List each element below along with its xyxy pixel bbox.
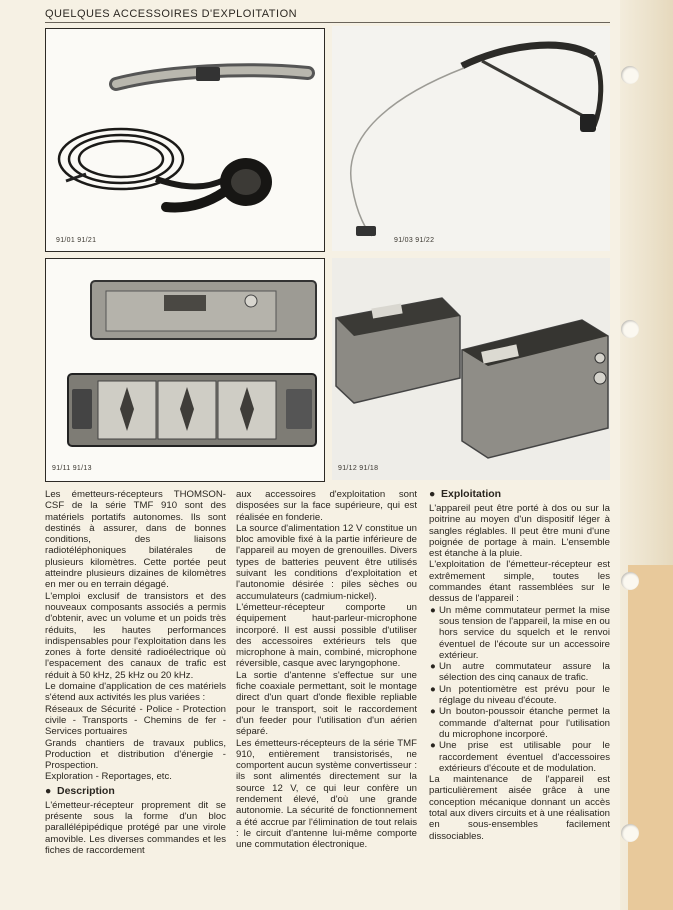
- paragraph: Le domaine d'application de ces matériels s'étend aux activités les plus variées :: [45, 681, 226, 704]
- heading-rule: [45, 22, 610, 23]
- paragraph: L'exploitation de l'émetteur-récepteur est extrêmement simple, toutes les commandes étant rassemblées sur le dessus de l'appareil :: [429, 559, 610, 605]
- bullet-icon: ●: [429, 488, 436, 500]
- paragraph: La source d'alimentation 12 V constitue un bloc amovible fixé à la partie inférieure de l'appareil au moyen de grenouilles. Divers types de batteries peuvent être utilisés suivant les conditions d'exploitation et l'autonomie désirée : piles sèches ou accumulateurs (cadmium-nickel).: [236, 522, 417, 602]
- paragraph: La sortie d'antenne s'effectue sur une fiche coaxiale permettant, soit le montage direct d'un quart d'onde flexible repliable pour le transport, soit le raccordement d'un feeder pour l'utilisation d'un aérien séparé.: [236, 669, 417, 738]
- list-item: ● Un autre commutateur assure la sélection des cinq canaux de trafic.: [430, 661, 610, 684]
- paragraph: Grands chantiers de travaux publics, Production et distribution d'énergie - Prospection.: [45, 737, 226, 772]
- binder-hole: [621, 824, 639, 842]
- paragraph: Les émetteurs-récepteurs THOMSON-CSF de la série TMF 910 sont des matériels portatifs autonomes. Ils sont destinés à assurer, dans de bonnes conditions, des liaisons radiotéléphoniques bilatérales de plusieurs kilomètres. Cette portée peut atteindre plusieurs dizaines de kilomètres en mer ou en terrain dégagé.: [45, 489, 226, 591]
- text-column-2: [236, 489, 417, 851]
- bullet-list: [429, 605, 610, 774]
- paragraph: aux accessoires d'exploitation sont disposées sur la face supérieure, qui est réalisée en fonderie.: [236, 489, 417, 523]
- bullet-icon: ●: [430, 740, 436, 752]
- photo-caption: 91/12 91/18: [338, 465, 379, 472]
- list-item: ● Un même commutateur permet la mise sous tension de l'appareil, la mise en ou hors service du squelch et le renvoi éventuel de l'écoute sur un accessoire extérieur.: [430, 604, 610, 661]
- paragraph: Exploration - Reportages, etc.: [45, 771, 172, 783]
- list-item: ● Un bouton-poussoir étanche permet la commande d'alternat pour l'utilisation du microphone incorporé.: [430, 706, 610, 740]
- section-heading-exploitation: ● Exploitation: [429, 488, 502, 500]
- photo-caption: 91/03 91/22: [394, 237, 435, 244]
- text-column-1: [45, 489, 226, 856]
- bullet-icon: ●: [430, 604, 436, 616]
- list-item: ● Un potentiomètre est prévu pour le réglage du niveau d'écoute.: [430, 683, 610, 707]
- page-edge-tab: [628, 565, 673, 910]
- section-heading-description: ● Description: [45, 784, 115, 797]
- page-heading: QUELQUES ACCESSOIRES D'EXPLOITATION: [45, 8, 298, 20]
- paragraph: L'émetteur-récepteur comporte un équipement haut-parleur-microphone incorporé. Il est aussi possible d'utiliser des accessoires extérieurs tels que microphone à main, combiné, microphone réversible, casque avec laryngophone.: [236, 601, 417, 670]
- paragraph: L'appareil peut être porté à dos ou sur la poitrine au moyen d'un dispositif léger à sangles réglables. Il peut être muni d'une poignée de portage à main. L'ensemble est étanche à la pluie.: [429, 503, 610, 560]
- photo-transceivers: [332, 258, 610, 480]
- bullet-icon: ●: [430, 683, 436, 695]
- binder-hole: [621, 572, 639, 590]
- photo-handset-strap: [45, 28, 325, 252]
- bullet-icon: ●: [45, 784, 52, 797]
- binder-hole: [621, 66, 639, 84]
- paragraph: Réseaux de Sécurité - Police - Protection civile - Transports - Chemins de fer - Services portuaires: [45, 703, 226, 738]
- photo-caption: 91/01 91/21: [56, 237, 97, 244]
- text-column-3: [429, 488, 610, 842]
- photo-headband: [332, 26, 610, 251]
- bullet-icon: ●: [430, 706, 436, 718]
- bullet-icon: ●: [430, 661, 436, 673]
- paragraph: L'emploi exclusif de transistors et des nouveaux composants associés a permis d'obtenir, avec un volume et un poids très réduits, les hautes performances indispensables pour l'exploitation dans les zones à forte densité radioélectrique où l'espacement des canaux de trafic est réduit à 50 kHz, 25 kHz ou 20 kHz.: [45, 590, 226, 681]
- paragraph: Les émetteurs-récepteurs de la série TMF 910, entièrement transistorisés, ne comportent aucun système convertisseur : ils sont alimentés directement sur la source 12 V, ce qui leur confère un rendement élevé, d'où une grande autonomie. La sécurité de fonctionnement a été accrue par l'élimination de tout relais : le circuit d'antenne lui-même comporte une commutation électronique.: [236, 737, 417, 851]
- photo-battery-packs: [45, 258, 325, 482]
- binder-hole: [621, 320, 639, 338]
- photo-caption: 91/11 91/13: [52, 465, 92, 472]
- paragraph: L'émetteur-récepteur proprement dit se présente sous la forme d'un bloc parallélépipédique protégé par une virole amovible. Les diverses commandes et les fiches de raccordement: [45, 799, 226, 856]
- list-item: ● Une prise est utilisable pour le raccordement éventuel d'accessoires extérieurs d'écoute et de modulation.: [430, 740, 610, 774]
- paragraph: La maintenance de l'appareil est particulièrement aisée grâce à une conception mécanique donnant un accès total aux divers circuits et à une réalisation en sous-ensembles facilement dissociables.: [429, 774, 610, 842]
